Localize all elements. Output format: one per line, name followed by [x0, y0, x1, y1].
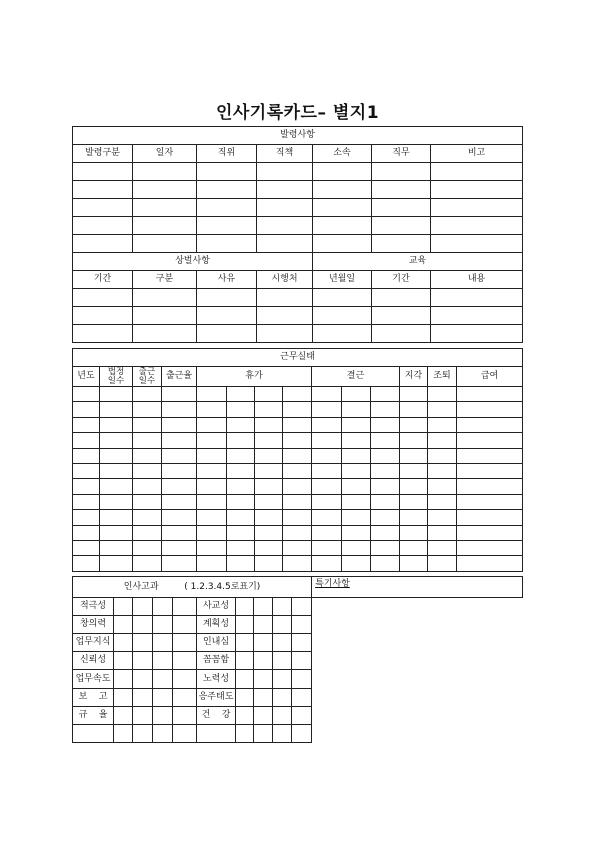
attendance-row — [73, 510, 523, 525]
education-header: 교육 — [313, 253, 523, 271]
evaluation-score-cell[interactable] — [133, 634, 153, 652]
evaluation-score-cell[interactable] — [292, 634, 312, 652]
evaluation-score-cell[interactable] — [292, 616, 312, 634]
evaluation-item-label: 응주태도 — [197, 688, 236, 706]
award-row — [73, 325, 523, 343]
col-duty: 직무 — [372, 145, 431, 163]
evaluation-score-cell[interactable] — [254, 598, 273, 616]
evaluation-score-cell[interactable] — [236, 688, 254, 706]
award-education-column-headers — [73, 271, 523, 289]
evaluation-score-cell[interactable] — [153, 724, 173, 742]
evaluation-row — [73, 724, 523, 742]
attendance-row — [73, 494, 523, 509]
evaluation-scale: ( 1.2.3.4.5로표기) — [184, 581, 261, 592]
attendance-row — [73, 463, 523, 478]
col-appointment-type: 발령구분 — [73, 145, 133, 163]
evaluation-score-cell[interactable] — [173, 706, 197, 724]
attendance-row — [73, 417, 523, 432]
evaluation-item-label: 규 율 — [73, 706, 114, 724]
attendance-row — [73, 525, 523, 540]
col-early-leave: 조퇴 — [428, 367, 457, 387]
evaluation-score-cell[interactable] — [273, 652, 292, 670]
evaluation-score-cell[interactable] — [273, 634, 292, 652]
evaluation-row — [73, 634, 523, 652]
evaluation-score-cell[interactable] — [273, 706, 292, 724]
evaluation-score-cell[interactable] — [292, 652, 312, 670]
col-title: 직책 — [257, 145, 313, 163]
evaluation-score-cell[interactable] — [133, 670, 153, 688]
evaluation-score-cell[interactable] — [114, 616, 133, 634]
col-pay: 급여 — [457, 367, 523, 387]
appointment-header: 발령사항 — [73, 127, 523, 145]
col-absence: 결근 — [312, 367, 400, 387]
evaluation-row — [73, 616, 523, 634]
evaluation-score-cell[interactable] — [236, 652, 254, 670]
evaluation-score-cell[interactable] — [133, 724, 153, 742]
evaluation-item-label: 적극성 — [73, 598, 114, 616]
evaluation-score-cell[interactable] — [273, 670, 292, 688]
evaluation-score-cell[interactable] — [254, 724, 273, 742]
col-award-issuer: 시행처 — [257, 271, 313, 289]
evaluation-score-cell[interactable] — [114, 688, 133, 706]
attendance-table — [72, 348, 523, 572]
attendance-row — [73, 387, 523, 402]
col-position: 직위 — [197, 145, 257, 163]
evaluation-score-cell[interactable] — [292, 688, 312, 706]
attendance-header: 근무실태 — [73, 349, 523, 367]
evaluation-score-cell[interactable] — [236, 670, 254, 688]
evaluation-score-cell[interactable] — [292, 670, 312, 688]
evaluation-table — [72, 576, 523, 743]
evaluation-score-cell[interactable] — [153, 670, 173, 688]
evaluation-score-cell[interactable] — [236, 706, 254, 724]
evaluation-score-cell[interactable] — [236, 724, 254, 742]
evaluation-item-label: 인내심 — [197, 634, 236, 652]
evaluation-score-cell[interactable] — [133, 598, 153, 616]
evaluation-item-label: 보 고 — [73, 688, 114, 706]
evaluation-score-cell[interactable] — [236, 598, 254, 616]
award-header: 상벌사항 — [73, 253, 313, 271]
evaluation-score-cell[interactable] — [153, 688, 173, 706]
evaluation-score-cell[interactable] — [114, 652, 133, 670]
evaluation-score-cell[interactable] — [236, 634, 254, 652]
evaluation-item-label: 업무속도 — [73, 670, 114, 688]
col-remarks: 비고 — [431, 145, 523, 163]
page-title: 인사기록카드– 별지1 — [215, 103, 380, 123]
evaluation-score-cell[interactable] — [114, 670, 133, 688]
award-row — [73, 289, 523, 307]
appointment-row — [73, 199, 523, 217]
col-edu-content: 내용 — [431, 271, 523, 289]
evaluation-item-label: 노력성 — [197, 670, 236, 688]
evaluation-item-label: 업무지식 — [73, 634, 114, 652]
attendance-row — [73, 402, 523, 417]
evaluation-score-cell[interactable] — [133, 706, 153, 724]
col-award-reason: 사유 — [197, 271, 257, 289]
evaluation-score-cell[interactable] — [173, 724, 197, 742]
evaluation-score-cell[interactable] — [273, 724, 292, 742]
col-year: 년도 — [73, 367, 100, 387]
special-notes-cell[interactable] — [312, 577, 523, 598]
evaluation-score-cell[interactable] — [292, 706, 312, 724]
evaluation-header — [73, 577, 312, 598]
evaluation-score-cell[interactable] — [153, 634, 173, 652]
award-row — [73, 307, 523, 325]
evaluation-score-cell[interactable] — [292, 724, 312, 742]
evaluation-score-cell[interactable] — [273, 598, 292, 616]
attendance-row — [73, 479, 523, 494]
evaluation-row — [73, 652, 523, 670]
evaluation-score-cell[interactable] — [173, 688, 197, 706]
evaluation-score-cell[interactable] — [254, 616, 273, 634]
evaluation-score-cell[interactable] — [114, 724, 133, 742]
appointment-award-table — [72, 126, 523, 343]
evaluation-score-cell[interactable] — [114, 598, 133, 616]
evaluation-score-cell[interactable] — [254, 706, 273, 724]
appointment-column-headers — [73, 145, 523, 163]
evaluation-score-cell[interactable] — [173, 634, 197, 652]
col-edu-date: 년월일 — [313, 271, 372, 289]
col-legal-days: 법정 일수 — [100, 367, 133, 387]
evaluation-score-cell[interactable] — [254, 652, 273, 670]
evaluation-score-cell[interactable] — [133, 652, 153, 670]
col-date: 일자 — [133, 145, 197, 163]
col-award-type: 구분 — [133, 271, 197, 289]
evaluation-score-cell[interactable] — [73, 724, 114, 742]
col-award-period: 기간 — [73, 271, 133, 289]
appointment-row — [73, 163, 523, 181]
evaluation-score-cell[interactable] — [153, 616, 173, 634]
evaluation-score-cell[interactable] — [273, 688, 292, 706]
evaluation-score-cell[interactable] — [114, 634, 133, 652]
appointment-row — [73, 235, 523, 253]
col-late: 지각 — [400, 367, 428, 387]
evaluation-score-cell[interactable] — [153, 652, 173, 670]
evaluation-row — [73, 688, 523, 706]
appointment-row — [73, 217, 523, 235]
evaluation-item-label: 신뢰성 — [73, 652, 114, 670]
evaluation-item-label: 사교성 — [197, 598, 236, 616]
evaluation-score-cell[interactable] — [236, 616, 254, 634]
col-attendance-days: 출근 일수 — [133, 367, 162, 387]
evaluation-score-cell[interactable] — [153, 598, 173, 616]
evaluation-score-cell[interactable] — [173, 598, 197, 616]
evaluation-score-cell[interactable] — [254, 670, 273, 688]
evaluation-row — [73, 598, 523, 616]
attendance-row — [73, 433, 523, 448]
evaluation-score-cell[interactable] — [173, 670, 197, 688]
attendance-row — [73, 540, 523, 555]
evaluation-item-label: 계획성 — [197, 616, 236, 634]
evaluation-score-cell[interactable] — [254, 634, 273, 652]
evaluation-title: 인사고과 — [123, 581, 159, 592]
evaluation-score-cell[interactable] — [173, 652, 197, 670]
evaluation-score-cell[interactable] — [273, 616, 292, 634]
attendance-row — [73, 556, 523, 571]
evaluation-row — [73, 670, 523, 688]
col-leave: 휴가 — [197, 367, 312, 387]
evaluation-score-cell[interactable] — [114, 706, 133, 724]
evaluation-item-label: 창의력 — [73, 616, 114, 634]
special-notes-header: 특기사항 — [315, 579, 350, 589]
appointment-row — [73, 181, 523, 199]
evaluation-score-cell[interactable] — [173, 616, 197, 634]
evaluation-score-cell[interactable] — [254, 688, 273, 706]
col-department: 소속 — [313, 145, 372, 163]
evaluation-row — [73, 706, 523, 724]
evaluation-score-cell[interactable] — [292, 598, 312, 616]
evaluation-item-label: 꼼꼼함 — [197, 652, 236, 670]
evaluation-item-label: 건 강 — [197, 706, 236, 724]
col-attendance-rate: 출근율 — [162, 367, 197, 387]
col-edu-period: 기간 — [372, 271, 431, 289]
evaluation-score-cell[interactable] — [133, 616, 153, 634]
attendance-column-headers — [73, 367, 523, 387]
evaluation-score-cell[interactable] — [153, 706, 173, 724]
attendance-row — [73, 448, 523, 463]
evaluation-score-cell[interactable] — [133, 688, 153, 706]
evaluation-score-cell[interactable] — [197, 724, 236, 742]
